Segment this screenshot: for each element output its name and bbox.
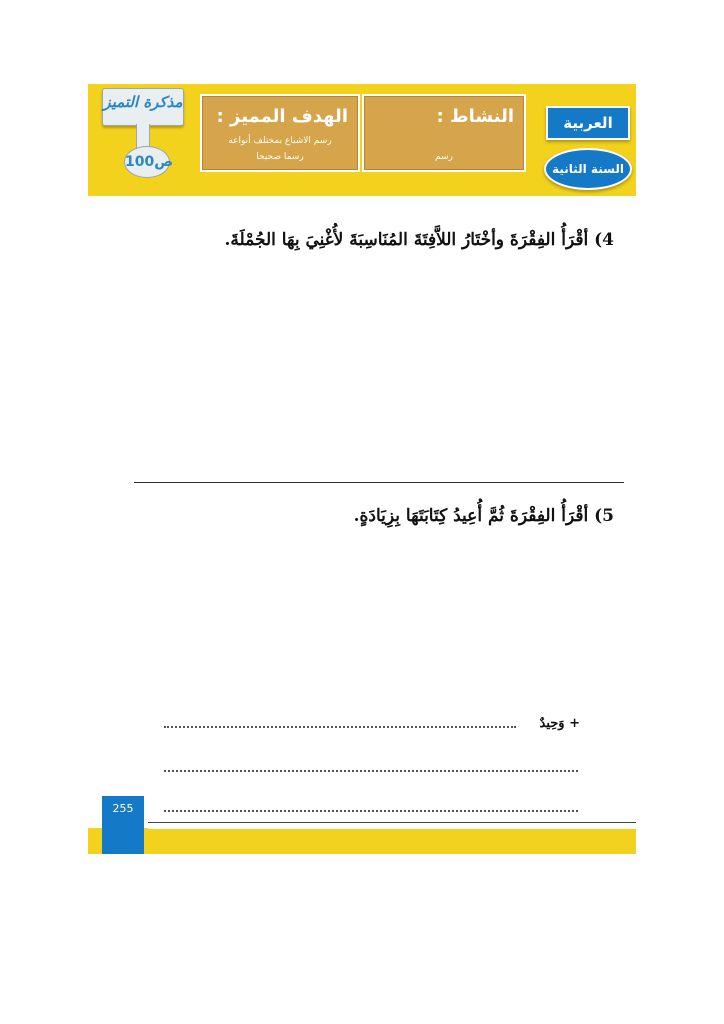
writing-line — [164, 726, 516, 728]
activity-panel — [362, 94, 526, 172]
page-number: 255 — [102, 796, 144, 854]
logo-stem — [136, 124, 150, 148]
worksheet-page — [88, 84, 636, 854]
page-code: ص100 — [124, 146, 170, 178]
goal-title: الهدف المميز : — [216, 106, 348, 127]
writing-line — [164, 770, 578, 772]
goal-panel — [200, 94, 360, 172]
level-badge: السنة الثانية — [544, 148, 632, 190]
goal-text-line1: رسم الاشباع بمختلف أنواعه — [228, 136, 332, 146]
exercise-4-instruction: 4) أقْرَأُ الفِقْرَةَ وأخْتَارُ اللاَّفِتَةَ المُنَاسِبَةَ لأُغْنِيَ بِهَا الجُمْلَةَ. — [224, 230, 614, 250]
subject-badge: العربية — [546, 106, 630, 140]
footer-stripe — [148, 822, 636, 829]
activity-title: النشاط : — [436, 106, 514, 127]
header-band — [88, 84, 636, 196]
logo-plate — [102, 88, 184, 126]
footer-band — [88, 828, 636, 854]
activity-text: رسم — [435, 152, 453, 162]
logo — [88, 84, 192, 196]
exercise-5-instruction: 5) أقْرَأُ الفِقْرَةَ ثُمَّ أُعِيدُ كِتَابَتَهَا بِزِيَادَةٍ. — [353, 506, 614, 526]
writing-line — [164, 810, 578, 812]
section-divider — [134, 482, 624, 483]
writing-prompt-word: + وَحِيدٌ — [539, 716, 580, 731]
goal-text-line2: رسما صحيحا — [256, 152, 304, 162]
logo-text: مذكرة التميز — [103, 93, 183, 111]
